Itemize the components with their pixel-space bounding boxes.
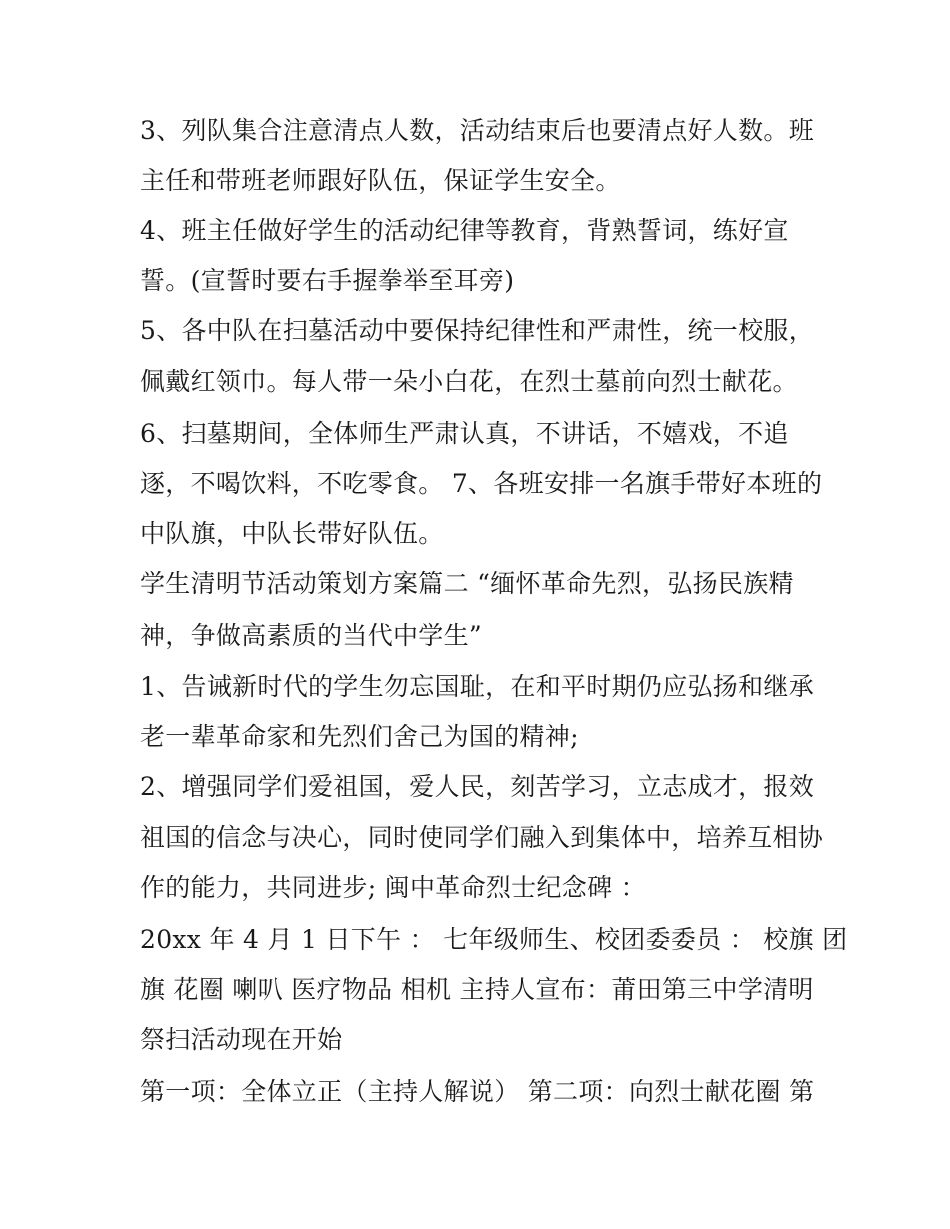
text-line: 作的能力，共同进步; 闽中革命烈士纪念碑 ： [140, 873, 646, 902]
text-line: 第一项：全体立正（主持人解说） 第二项：向烈士献花圈 第 [140, 1077, 815, 1106]
text-line: 3、列队集合注意清点人数，活动结束后也要清点好人数。班 [140, 116, 815, 145]
text-line: 4、班主任做好学生的活动纪律等教育，背熟誓词，练好宣 [140, 216, 789, 245]
text-line: 逐，不喝饮料，不吃零食。 7、各班安排一名旗手带好本班的 [140, 469, 823, 498]
text-line: 佩戴红领巾。每人带一朵小白花，在烈士墓前向烈士献花。 [140, 367, 798, 396]
text-line: 学生清明节活动策划方案篇二 “缅怀革命先烈，弘扬民族精 [140, 569, 794, 598]
text-line: 老一辈革命家和先烈们舍己为国的精神; [140, 722, 579, 751]
text-line: 5、各中队在扫墓活动中要保持纪律性和严肃性，统一校服， [140, 316, 815, 345]
text-line: 6、扫墓期间，全体师生严肃认真，不讲话，不嬉戏，不追 [140, 419, 789, 448]
text-line: 祭扫活动现在开始 [140, 1025, 343, 1054]
text-line: 1、告诫新时代的学生勿忘国耻，在和平时期仍应弘扬和继承 [140, 672, 815, 701]
text-line: 主任和带班老师跟好队伍，保证学生安全。 [140, 166, 621, 195]
text-line: 神，争做高素质的当代中学生” [140, 621, 482, 650]
text-line: 祖国的信念与决心，同时使同学们融入到集体中，培养互相协 [140, 823, 824, 852]
text-line: 20xx 年 4 月 1 日下午 ： 七年级师生、校团委委员 ： 校旗 团 [140, 925, 848, 954]
text-line: 2、增强同学们爱祖国，爱人民，刻苦学习，立志成才，报效 [140, 772, 815, 801]
text-line: 中队旗，中队长带好队伍。 [140, 519, 444, 548]
text-line: 旗 花圈 喇叭 医疗物品 相机 主持人宣布：莆田第三中学清明 [140, 975, 814, 1004]
text-line: 誓。(宣誓时要右手握拳举至耳旁) [140, 266, 515, 295]
